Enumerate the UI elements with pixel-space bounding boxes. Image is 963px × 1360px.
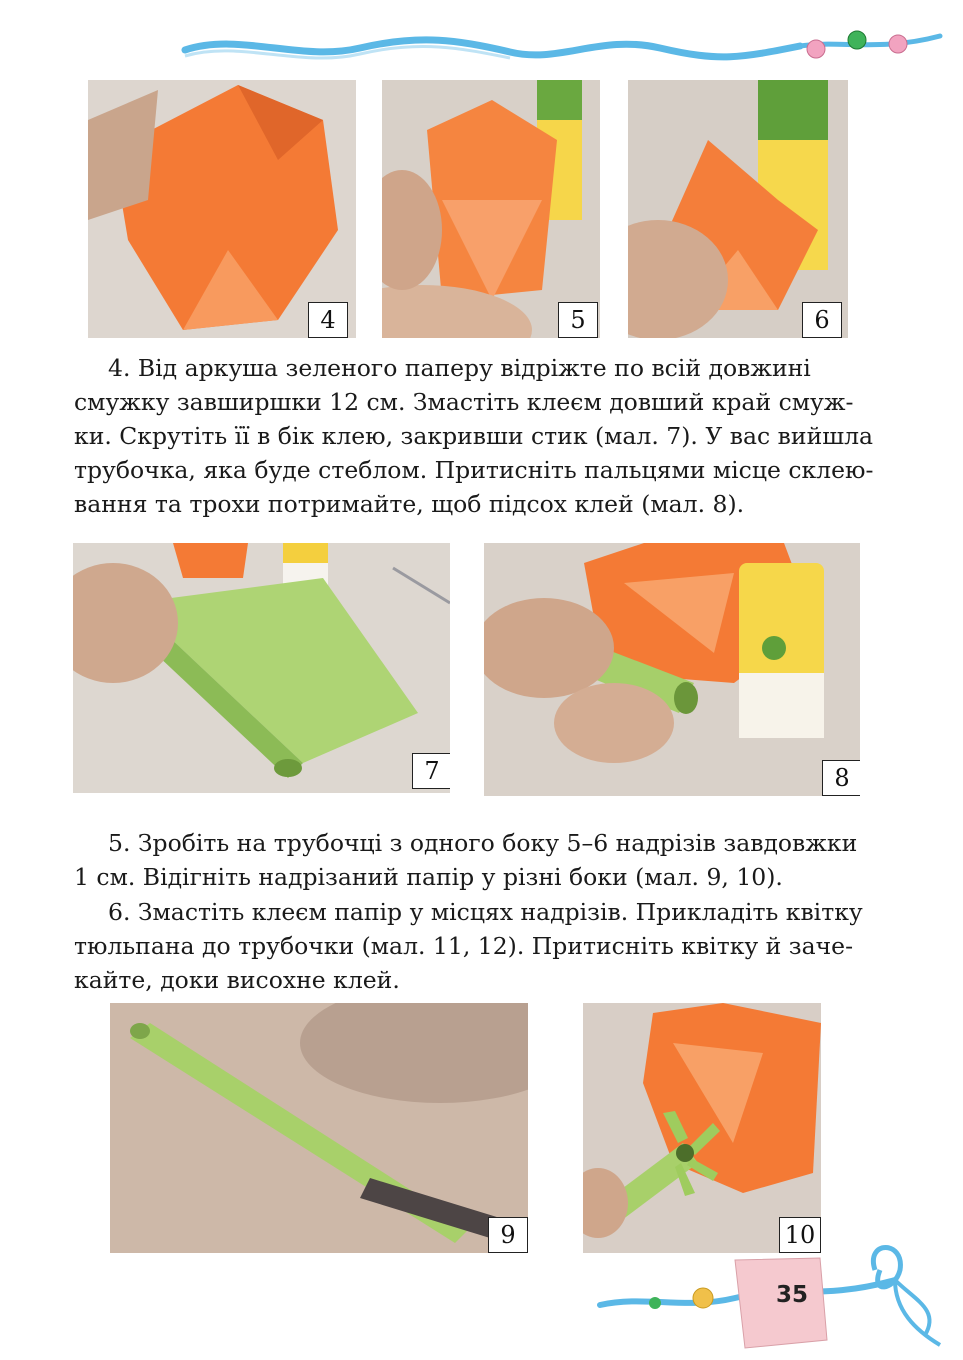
photo-figure-9 — [110, 1003, 528, 1253]
figure-number: 10 — [779, 1217, 821, 1253]
step-6-line: 6. Змастіть клеєм папір у місцях надрізів. Прикладіть квітку — [108, 898, 863, 926]
figure-number: 8 — [822, 760, 860, 796]
step-5-paragraph — [74, 826, 866, 894]
top-ribbon-decoration — [180, 22, 950, 72]
figure-number: 5 — [558, 302, 598, 338]
step-4-line: вання та трохи потримайте, щоб підсох клей (мал. 8). — [74, 490, 745, 518]
photo-figure-8 — [484, 543, 860, 796]
photo-figure-6 — [628, 80, 848, 338]
photo-figure-10 — [583, 1003, 821, 1253]
step-4-line: ки. Скрутіть її в бік клею, закривши стик (мал. 7). У вас вийшла — [74, 422, 874, 450]
step-4-line: смужку завширшки 12 см. Змастіть клеєм довший край смуж- — [74, 388, 854, 416]
step-4-line: трубочка, яка буде стеблом. Притисніть пальцями місце склею- — [74, 456, 874, 484]
step-6-paragraph — [74, 895, 866, 997]
step-4-line: 4. Від аркуша зеленого паперу відріжте по всій довжині — [108, 354, 811, 382]
photo-figure-4 — [88, 80, 356, 338]
photo-figure-5 — [382, 80, 600, 338]
step-6-line: кайте, доки висохне клей. — [74, 966, 400, 994]
page-number: 35 — [775, 1282, 808, 1308]
figure-number: 9 — [488, 1217, 528, 1253]
figure-number: 4 — [308, 302, 348, 338]
step-5-line: 1 см. Відігніть надрізаний папір у різні боки (мал. 9, 10). — [74, 863, 783, 891]
figure-number: 7 — [412, 753, 450, 789]
photo-figure-7 — [73, 543, 450, 793]
step-5-line: 5. Зробіть на трубочці з одного боку 5–6 надрізів завдовжки — [108, 829, 858, 857]
step-6-line: тюльпана до трубочки (мал. 11, 12). Притисніть квітку й заче- — [74, 932, 854, 960]
step-4-paragraph — [74, 351, 874, 521]
figure-number: 6 — [802, 302, 842, 338]
